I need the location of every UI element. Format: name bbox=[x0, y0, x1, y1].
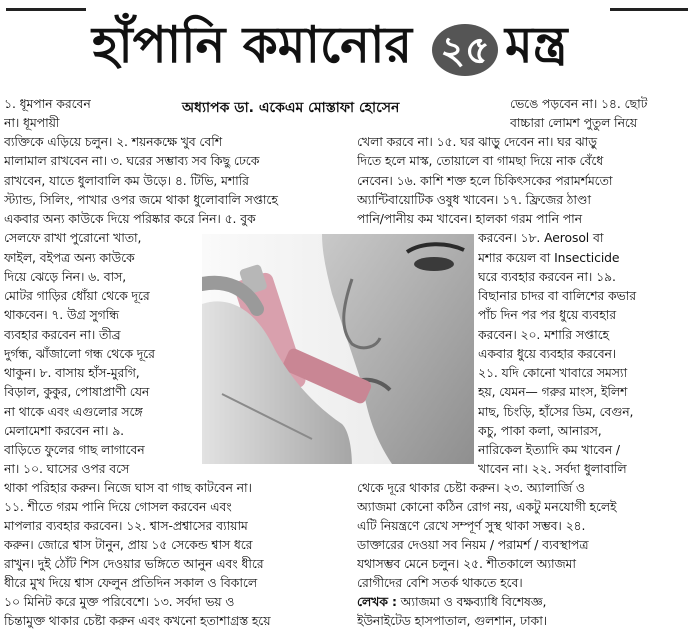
text-line: দিতে হলে মাস্ক, তোয়ালে বা গামছা দিয়ে নাক বেঁধে bbox=[357, 153, 604, 168]
headline-text: হাঁপানি কমানোর bbox=[92, 15, 412, 74]
text-line: ফাইল, বইপত্র অন্য কাউকে bbox=[4, 250, 135, 265]
text-line: দুর্গন্ধ, ঝাঁজালো গন্ধ থেকে দূরে bbox=[4, 346, 155, 361]
headline bbox=[0, 0, 693, 92]
text-line: পানি/পানীয় কম খাবেন। হালকা গরম পানি পান bbox=[357, 211, 582, 226]
text-line: চিন্তামুক্ত থাকার চেষ্টা করুন এবং কখনো হতাশাগ্রস্ত হয়ে bbox=[4, 613, 271, 628]
text-line: থেকে দূরে থাকার চেষ্টা করুন। ২৩. অ্যালার্জি ও bbox=[357, 480, 585, 495]
text-line: বিড়াল, কুকুর, পোষাপ্রাণী যেন bbox=[4, 384, 150, 399]
text-line: অ্যান্টিবায়োটিক ওষুধ খাবেন। ১৭. ফ্রিজের ঠাণ্ডা bbox=[357, 192, 591, 207]
headline-suffix: মন্ত্র bbox=[505, 15, 568, 74]
text-line: নারিকেল ইত্যাদি কম খাবেন / bbox=[478, 442, 620, 457]
text-line: মাছ, চিংড়ি, হাঁসের ডিম, বেগুন, bbox=[478, 404, 634, 419]
title-rule-right bbox=[610, 8, 688, 11]
text-line: থাকুন। ৮. বাসায় হাঁস-মুরগি, bbox=[4, 365, 140, 380]
text-line: একবার ধুয়ে ব্যবহার করবেন। bbox=[478, 346, 617, 361]
text-line: সেলফে রাখা পুরোনো খাতা, bbox=[4, 230, 142, 245]
text-line: বাড়িতে ফুলের গাছ লাগাবেন bbox=[4, 442, 145, 457]
text-line: করবেন। ১৮. Aerosol বা bbox=[478, 230, 604, 245]
text-line: থাকা পরিহার করুন। নিজে ঘাস বা গাছ কাটবেন না। bbox=[4, 480, 252, 495]
text-line: ইউনাইটেড হাসপাতাল, গুলশান, ঢাকা। bbox=[357, 613, 548, 628]
headline-number-badge: ২৫ bbox=[432, 24, 498, 76]
text-line: মাপলার ব্যবহার করবেন। ১২. শ্বাস-প্রশ্বাসের ব্যায়াম bbox=[4, 518, 248, 533]
text-line: ১. ধূমপান করবেন bbox=[4, 96, 91, 111]
text-line: রোগীদের বেশি সতর্ক থাকতে হবে। bbox=[357, 575, 523, 590]
text-line: মোটর গাড়ির ধোঁয়া থেকে দূরে bbox=[4, 288, 150, 303]
text-line: ডাক্তারের দেওয়া সব নিয়ম / পরামর্শ / ব্যবস্থাপত্র bbox=[357, 537, 589, 552]
text-line: বাচ্চারা লোমশ পুতুল নিয়ে bbox=[510, 115, 638, 130]
text-line: না থাকে এবং এগুলোর সঙ্গে bbox=[4, 404, 143, 419]
text-line: ১০ মিনিট করে মুক্ত পরিবেশে। ১৩. সর্বদা ভয় ও bbox=[4, 594, 235, 609]
text-line: নেবেন। ১৬. কাশি শক্ত হলে চিকিৎসকের পরামর্শমতো bbox=[357, 173, 613, 188]
inhaler-photo bbox=[202, 234, 474, 464]
text-line: যথাসম্ভব মেনে চলুন। ২৫. শীতকালে অ্যাজমা bbox=[357, 556, 576, 571]
text-line: কচু, পাকা কলা, আনারস, bbox=[478, 423, 602, 438]
text-line: রাখুন। দুই ঠোঁট শিস দেওয়ার ভঙ্গিতে আনুন এবং ধীরে bbox=[4, 556, 264, 571]
text-line: মালামাল রাখবেন না। ৩. ঘরের সম্ভাব্য সব কিছু ঢেকে bbox=[4, 153, 260, 168]
text-line: রাখবেন, যাতে ধুলাবালি কম উড়ে। ৪. টিভি, মশারি bbox=[4, 173, 249, 188]
text-line: ঘরে ব্যবহার করবেন না। ১৯. bbox=[478, 269, 616, 284]
text-line: ধীরে মুখ দিয়ে শ্বাস ফেলুন প্রতিদিন সকাল ও বিকালে bbox=[4, 575, 257, 590]
text-line: এটি নিয়ন্ত্রণে রেখে সম্পূর্ণ সুস্থ থাকা সম্ভব। ২৪. bbox=[357, 518, 586, 533]
text-line: খাবেন না। ২২. সর্বদা ধুলাবালি bbox=[478, 461, 627, 476]
text-line: না। ধূমপায়ী bbox=[4, 115, 60, 130]
text-line: করুন। জোরে শ্বাস টানুন, প্রায় ১৫ সেকেন্ড শ্বাস ধরে bbox=[4, 537, 253, 552]
title-rule-left bbox=[6, 8, 86, 11]
text-line: স্ট্যান্ড, সিলিং, পাখার ওপর জমে থাকা ধুলোবালি সপ্তাহে bbox=[4, 192, 278, 207]
inhaler-illustration bbox=[202, 234, 474, 464]
text-line: বিছানার চাদর বা বালিশের কভার bbox=[478, 288, 636, 303]
text-line: ভেঙে পড়বেন না। ১৪. ছোট bbox=[510, 96, 648, 111]
text-line: হয়, যেমন— গরুর মাংস, ইলিশ bbox=[478, 384, 628, 399]
text-line bbox=[357, 592, 691, 612]
author-credential: অ্যাজমা ও বক্ষব্যাধি বিশেষজ্ঞ, bbox=[396, 594, 547, 609]
text-line: খেলা করবে না। ১৫. ঘর ঝাড়ু দেবেন না। ঘর ঝাড়ু bbox=[357, 134, 597, 149]
author-label: লেখক : bbox=[357, 594, 397, 609]
text-line: মশার কয়েল বা Insecticide bbox=[478, 250, 620, 265]
text-line: ২১. যদি কোনো খাবারে সমস্যা bbox=[478, 365, 627, 380]
text-line: অ্যাজমা কোনো কঠিন রোগ নয়, একটু মনযোগী হলেই bbox=[357, 499, 617, 514]
text-line: একবার অন্য কাউকে দিয়ে পরিষ্কার করে নিন। ৫. বুক bbox=[4, 211, 256, 226]
author-byline: অধ্যাপক ডা. একেএম মোস্তাফা হোসেন bbox=[182, 100, 400, 116]
text-line: ব্যবহার করবেন না। তীব্র bbox=[4, 327, 121, 342]
text-line: থাকবেন। ৭. উগ্র সুগন্ধি bbox=[4, 307, 119, 322]
text-line: ১১. শীতে গরম পানি দিয়ে গোসল করবেন এবং bbox=[4, 499, 232, 514]
text-line: ব্যক্তিকে এড়িয়ে চলুন। ২. শয়নকক্ষে খুব বেশি bbox=[4, 134, 223, 149]
text-line: দিয়ে ঝেড়ে নিন। ৬. বাস, bbox=[4, 269, 127, 284]
text-line: না। ১০. ঘাসের ওপর বসে bbox=[4, 461, 130, 476]
text-line: মেলামেশা করবেন না। ৯. bbox=[4, 423, 124, 438]
text-line: পাঁচ দিন পর পর ধুয়ে ব্যবহার bbox=[478, 307, 616, 322]
text-line: করবেন। ২০. মশারি সপ্তাহে bbox=[478, 327, 609, 342]
